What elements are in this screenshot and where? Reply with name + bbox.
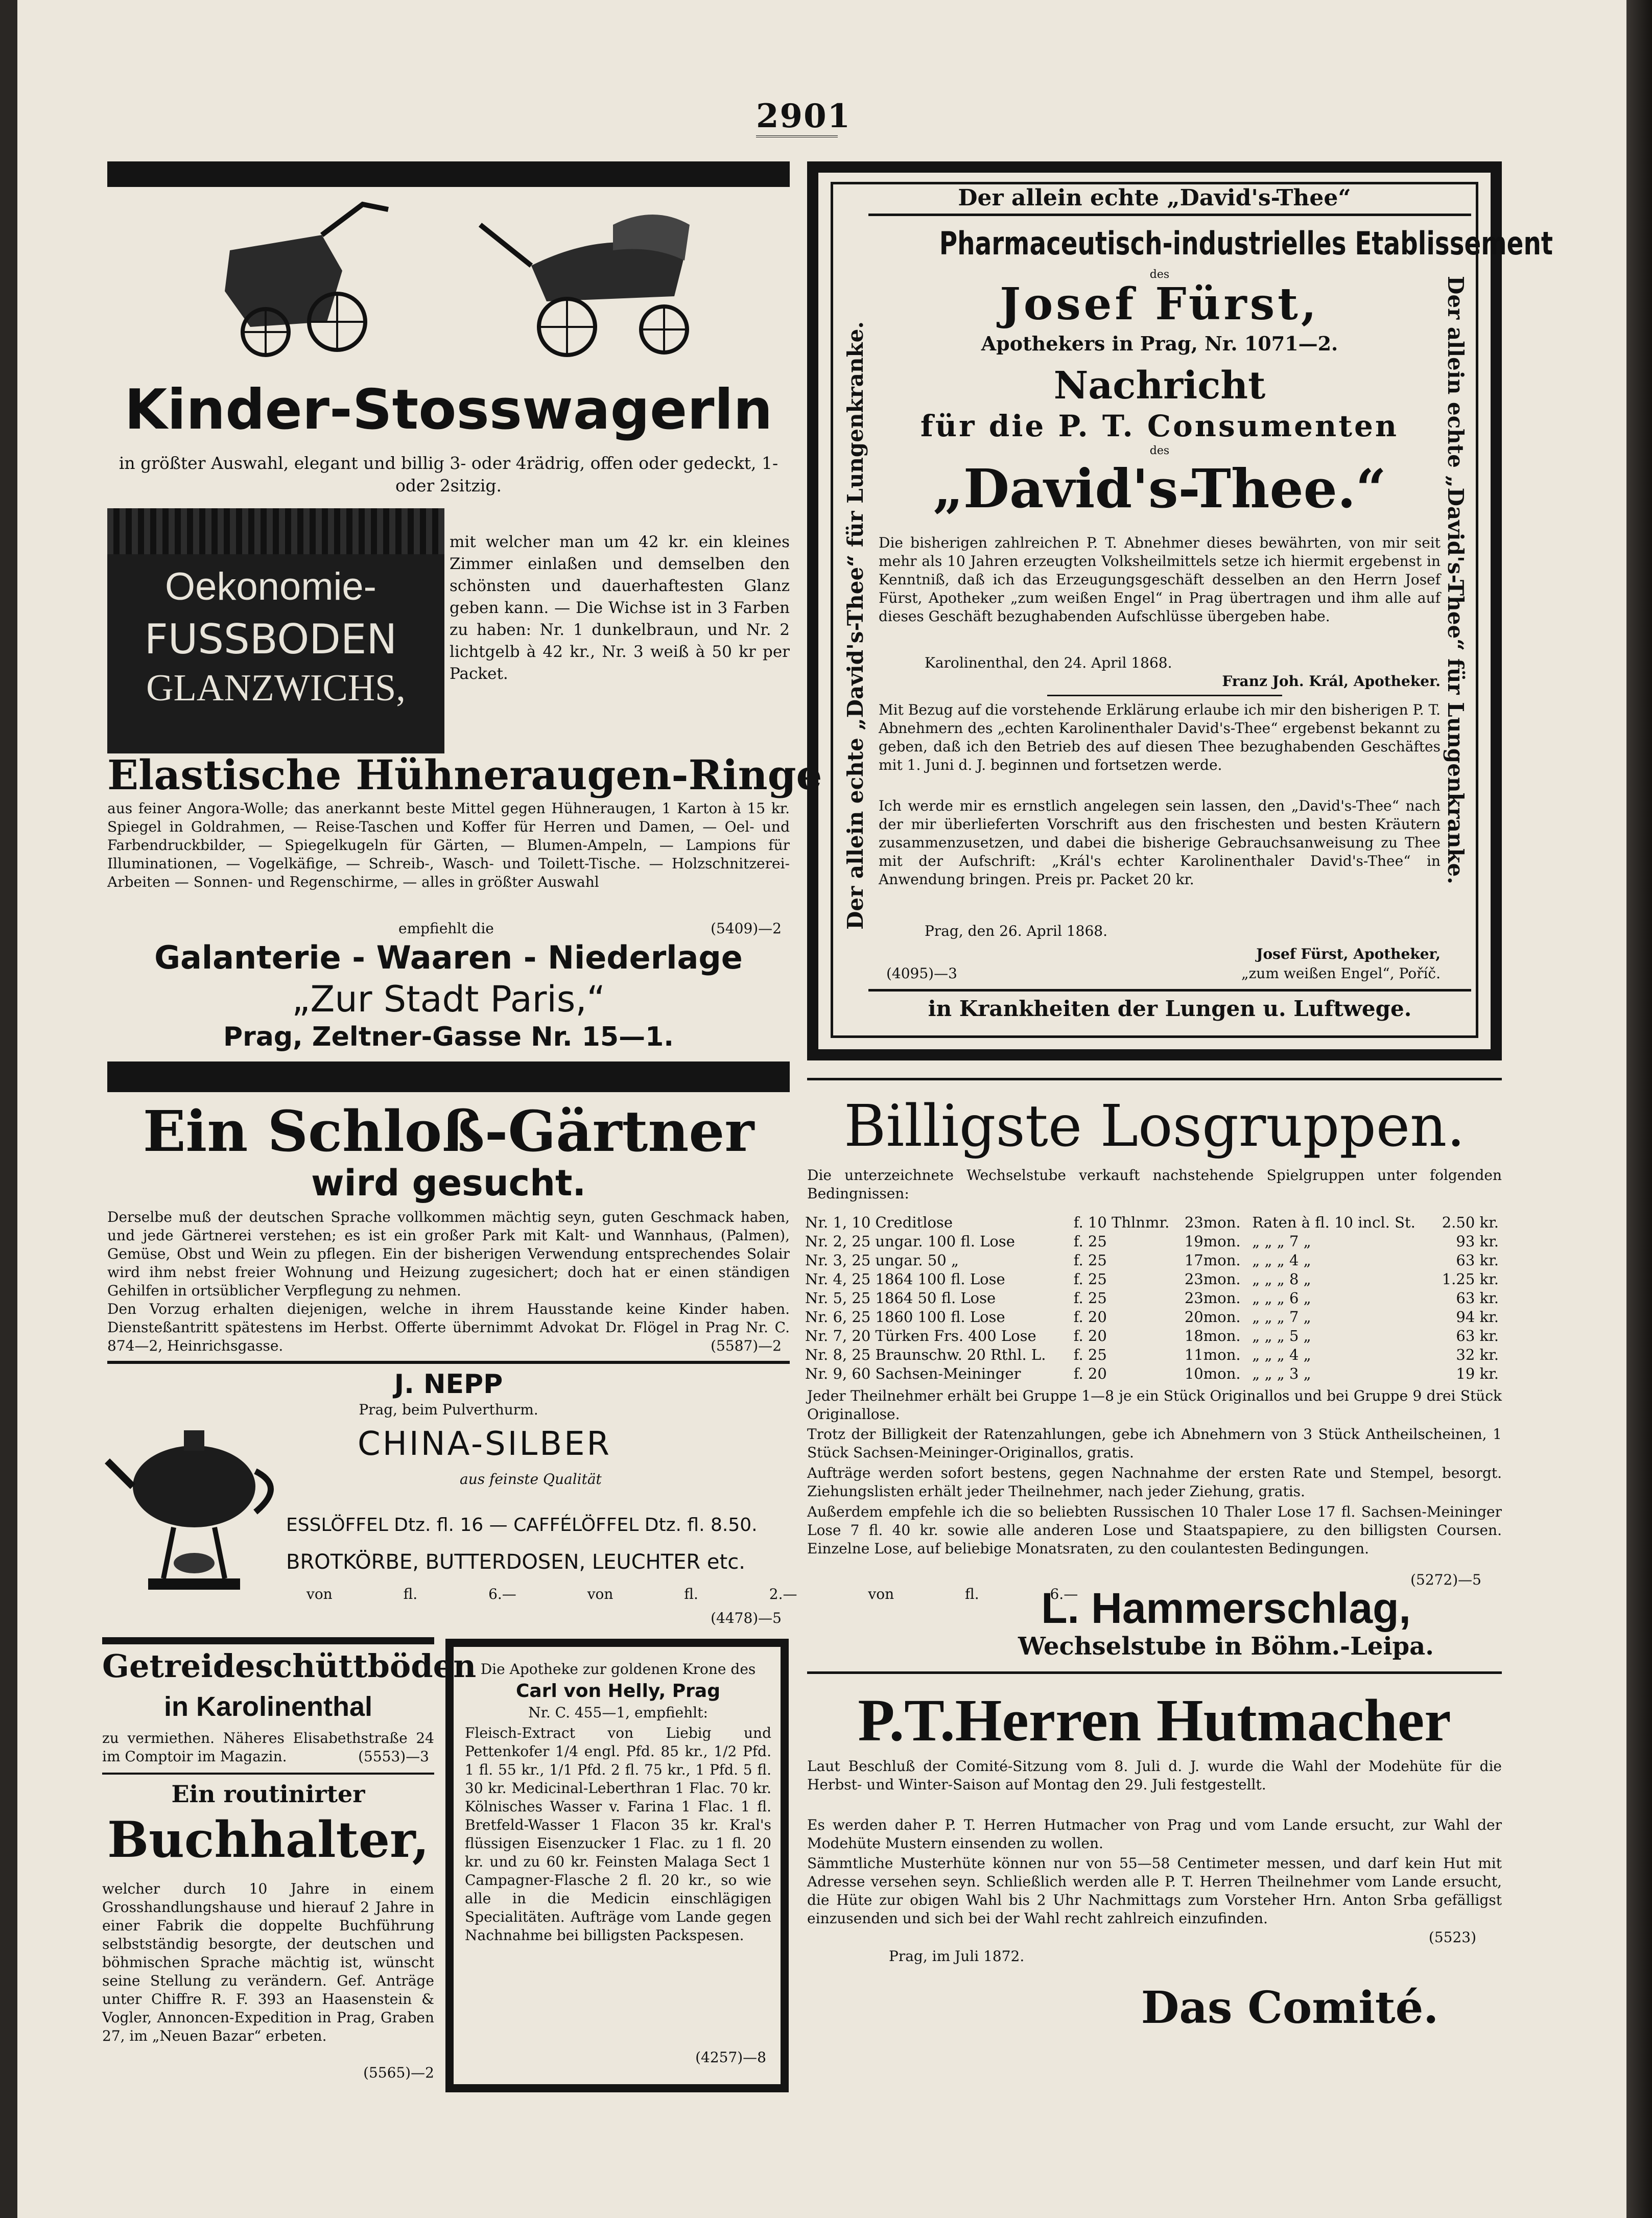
- davids-ref: (4095)—3: [886, 965, 957, 982]
- davids-sign-2b: „zum weißen Engel“, Poříč.: [1241, 965, 1441, 982]
- davids-owner: Josef Fürst,: [1000, 278, 1319, 330]
- ringe-title: Elastische Hühneraugen-Ringe: [107, 751, 822, 799]
- stadt-paris-address: Prag, Zeltner-Gasse Nr. 15—1.: [223, 1022, 674, 1052]
- davids-top-banner: Der allein echte „David's-Thee“: [958, 185, 1351, 211]
- apotheke-name: Carl von Helly, Prag: [515, 1681, 720, 1702]
- davids-owner-address: Apothekers in Prag, Nr. 1071—2.: [981, 332, 1338, 355]
- page-number: 2901: [756, 97, 838, 137]
- kinder-description: in größter Auswahl, elegant und billig 3- oder 4rädrig, offen oder gedeckt, 1- oder 2sitzig.: [119, 453, 778, 495]
- china-rule: [107, 1361, 790, 1364]
- losgruppen-ref: (5272)—5: [1410, 1571, 1481, 1588]
- losgruppen-cell: 32 kr.: [1456, 1346, 1499, 1363]
- page-edge-left: [0, 0, 17, 2218]
- apotheke-text: Fleisch-Extract von Liebig und Pettenkofer 1/4 engl. Pfd. 85 kr., 1/2 Pfd. 1 fl. 55 kr., 1/1 Pfd. 2 fl. 75 kr., 1 Pfd. 5 fl. 30 kr. Medicinal-Leberthran 1 Flac. 70 kr. Kölnisches Wasser v. Farina 1 Flac. 1 fl. Bretfeld-Wasser 1 Flacon 35 kr. Kral's flüssigen Eisenzucker 1 Flac. zu 1 fl. 20 kr. und zu 60 kr. Feinsten Malaga Sect 1 Campagner-Flasche 2 fl. 20 kr., so wie alle in die Medicin einschlägigen Specialitäten. Aufträge vom Lande gegen Nachnahme bei billigsten Packspesen.: [465, 1725, 771, 1944]
- buchhalter-title: Buchhalter,: [107, 1811, 430, 1869]
- losgruppen-text-3: Aufträge werden sofort bestens, gegen Nachnahme der ersten Rate und Stempel, besorgt. Ziehungslisten erhält jeder Theilnehmer, nach jeder Ziehung, gratis.: [807, 1465, 1502, 1500]
- losgruppen-cell: f. 25: [1073, 1252, 1107, 1269]
- losgruppen-cell: 11mon.: [1184, 1346, 1241, 1363]
- hutmacher-text-1: Laut Beschluß der Comité-Sitzung vom 8. Juli d. J. wurde die Wahl der Modehüte für die Herbst- und Winter-Saison auf Montag den 29. Juli festgestellt.: [807, 1758, 1502, 1793]
- hutmacher-text-2: Es werden daher P. T. Herren Hutmacher von Prag und vom Lande ersucht, zur Wahl der Modehüte Mustern einsenden zu wollen.: [807, 1816, 1502, 1852]
- davids-thee-heading: „David's-Thee.“: [933, 457, 1386, 520]
- davids-date-1: Karolinenthal, den 24. April 1868.: [925, 654, 1172, 671]
- buchhalter-text: welcher durch 10 Jahre in einem Grosshandlungshause und hierauf 2 Jahre in einer Fabrik die doppelte Buchführung selbstständig besorgte, der deutschen und böhmischen Sprache mächtig ist, wünscht seine Stellung zu verändern. Gef. Anträge unter Chiffre R. F. 393 an Haasenstein & Vogler, Annoncen-Expedition in Prag, Graben 27, im „Neuen Bazar“ erbeten.: [102, 1880, 434, 2044]
- hutmacher-title: P.T.Herren Hutmacher: [858, 1687, 1451, 1754]
- losgruppen-cell: f. 25: [1073, 1346, 1107, 1363]
- mid-left-rule: [107, 1061, 790, 1092]
- davids-sign-1: Franz Joh. Král, Apotheker.: [1222, 673, 1441, 690]
- kinder-title: Kinder-Stosswagerln: [124, 378, 773, 442]
- losgruppen-cell: 63 kr.: [1456, 1252, 1499, 1269]
- getreide-subtitle: in Karolinenthal: [163, 1691, 373, 1722]
- losgruppen-cell: 63 kr.: [1456, 1289, 1499, 1307]
- losgruppen-row: [802, 1346, 1502, 1364]
- losgruppen-cell: „ „ „ 8 „: [1252, 1270, 1311, 1288]
- losgruppen-rule: [807, 1078, 1502, 1080]
- hutmacher-date: Prag, im Juli 1872.: [889, 1948, 1025, 1965]
- losgruppen-row: [802, 1364, 1502, 1383]
- china-location: Prag, beim Pulverthurm.: [359, 1401, 538, 1418]
- china-line-1: ESSLÖFFEL Dtz. fl. 16 — CAFFÉLÖFFEL Dtz. fl. 8.50.: [286, 1515, 758, 1536]
- losgruppen-cell: f. 25: [1073, 1289, 1107, 1307]
- hammerschlag-firm: L. Hammerschlag,: [1041, 1584, 1411, 1632]
- losgruppen-cell: 17mon.: [1184, 1252, 1241, 1269]
- apotheke-ref: (4257)—8: [695, 2049, 766, 2066]
- losgruppen-row: [802, 1232, 1502, 1251]
- losgruppen-cell: f. 20: [1073, 1308, 1107, 1326]
- losgruppen-cell: Raten à fl. 10 incl. St.: [1252, 1214, 1415, 1231]
- losgruppen-cell: 23mon.: [1184, 1289, 1241, 1307]
- davids-right-vertical: Der allein echte „David's-Thee“ für Lungenkranke.: [1443, 276, 1468, 884]
- davids-bottom-banner: in Krankheiten der Lungen u. Luftwege.: [928, 996, 1412, 1021]
- ringe-text: aus feiner Angora-Wolle; das anerkannt beste Mittel gegen Hühneraugen, 1 Karton à 15 kr. Spiegel in Goldrahmen, — Reise-Taschen und Koffer für Herren und Damen, — Oel- und Farbendruckbilder, — Spiegelkugeln für Gärten, — Blumen-Ampeln, — Lampions für Illuminationen, — Vogelkäfige, — Schreib-, Wasch- und Toilett-Tische. — Holzschnitzerei-Arbeiten — Sonnen- und Regenschirme, — alles in größter Auswahl: [107, 800, 790, 890]
- china-line-3: von fl. 6.— von fl. 2.— von fl. 6.—: [306, 1586, 1078, 1602]
- losgruppen-title: Billigste Losgruppen.: [844, 1093, 1465, 1160]
- losgruppen-cell: „ „ „ 4 „: [1252, 1252, 1311, 1269]
- losgruppen-cell: „ „ „ 3 „: [1252, 1365, 1311, 1382]
- getreide-title: Getreideschüttböden: [102, 1647, 477, 1685]
- gaertner-ref: (5587)—2: [711, 1337, 782, 1354]
- davids-left-vertical: Der allein echte „David's-Thee“ für Lungenkranke.: [843, 321, 868, 930]
- buchhalter-rule: [102, 1773, 434, 1775]
- davids-des-1: des: [1149, 268, 1170, 281]
- apotheke-address: Nr. C. 455—1, empfiehlt:: [528, 1704, 708, 1721]
- page-edge-right: [1626, 0, 1652, 2218]
- losgruppen-text-4: Außerdem empfehle ich die so beliebten Russischen 10 Thaler Lose 17 fl. Sachsen-Meininger Lose 7 fl. 40 kr. sowie alle anderen Lose und Staatspapiere, zu den billigsten Coursen. Einzelne Lose, auf beliebige Monatsraten, zu den coulantesten Bedingungen.: [807, 1503, 1502, 1557]
- pram-image: [460, 194, 746, 363]
- china-firm: J. NEPP: [394, 1369, 503, 1400]
- stadt-paris: „Zur Stadt Paris,“: [292, 978, 605, 1020]
- wichs-text: mit welcher man um 42 kr. ein kleines Zimmer einlaßen und demselben den schönsten und dauerhaftesten Glanz geben kann. — Die Wichse ist in 3 Farben zu haben: Nr. 1 dunkelbraun, und Nr. 2 lichtgelb à 42 kr., Nr. 3 weiß à 50 kr per Packet.: [450, 533, 790, 683]
- davids-des-2: des: [1149, 444, 1170, 457]
- getreide-rule: [102, 1637, 434, 1644]
- losgruppen-row: [802, 1327, 1502, 1346]
- losgruppen-cell: „ „ „ 6 „: [1252, 1289, 1311, 1307]
- losgruppen-cell: f. 20: [1073, 1365, 1107, 1382]
- losgruppen-cell: Nr. 4, 25 1864 100 fl. Lose: [805, 1270, 1005, 1288]
- losgruppen-cell: 20mon.: [1184, 1308, 1241, 1326]
- davids-sign-2: Josef Fürst, Apotheker,: [1256, 946, 1441, 962]
- losgruppen-cell: 2.50 kr.: [1442, 1214, 1499, 1231]
- losgruppen-row: [802, 1251, 1502, 1270]
- losgruppen-cell: „ „ „ 7 „: [1252, 1308, 1311, 1326]
- losgruppen-row: [802, 1308, 1502, 1327]
- losgruppen-cell: 23mon.: [1184, 1270, 1241, 1288]
- box-line-3: GLANZWICHS,: [146, 667, 406, 709]
- losgruppen-cell: Nr. 5, 25 1864 50 fl. Lose: [805, 1289, 996, 1307]
- davids-text-3: Ich werde mir es ernstlich angelegen sein lassen, den „David's-Thee“ nach der mir überlieferten Vorschrift aus den frischesten und besten Kräutern zusammenzusetzen, und dabei die bisherige Gebrauchsanweisung zu Thee mit der Aufschrift: „Král's echter Karolinenthaler David's-Thee“ in Anwendung bringen. Preis pr. Packet 20 kr.: [879, 797, 1441, 888]
- box-line-1: Oekonomie-: [165, 565, 376, 608]
- hammerschlag-sub: Wechselstube in Böhm.-Leipa.: [1018, 1632, 1434, 1661]
- losgruppen-cell: „ „ „ 5 „: [1252, 1327, 1311, 1344]
- wichs-box-image: [107, 508, 444, 753]
- losgruppen-cell: 94 kr.: [1456, 1308, 1499, 1326]
- losgruppen-text-1: Jeder Theilnehmer erhält bei Gruppe 1—8 je ein Stück Originallos und bei Gruppe 9 drei Stück Originallose.: [807, 1387, 1502, 1423]
- getreide-text: zu vermiethen. Näheres Elisabethstraße 24 im Comptoir im Magazin.: [102, 1730, 434, 1765]
- losgruppen-cell: Nr. 9, 60 Sachsen-Meininger: [805, 1365, 1021, 1382]
- davids-date-2: Prag, den 26. April 1868.: [925, 923, 1107, 939]
- davids-bottom-rule: [868, 989, 1471, 992]
- losgruppen-cell: Nr. 3, 25 ungar. 50 „: [805, 1252, 959, 1269]
- gaertner-subtitle: wird gesucht.: [311, 1162, 586, 1204]
- losgruppen-cell: Nr. 2, 25 ungar. 100 fl. Lose: [805, 1233, 1015, 1250]
- ringe-ref: (5409)—2: [711, 920, 782, 937]
- losgruppen-cell: 93 kr.: [1456, 1233, 1499, 1250]
- losgruppen-cell: f. 25: [1073, 1233, 1107, 1250]
- losgruppen-cell: f. 25: [1073, 1270, 1107, 1288]
- losgruppen-cell: 23mon.: [1184, 1214, 1241, 1231]
- losgruppen-cell: Nr. 7, 20 Türken Frs. 400 Lose: [805, 1327, 1036, 1344]
- davids-nachricht: Nachricht: [1053, 364, 1266, 408]
- losgruppen-cell: 18mon.: [1184, 1327, 1241, 1344]
- losgruppen-cell: 63 kr.: [1456, 1327, 1499, 1344]
- hutmacher-sign: Das Comité.: [1141, 1982, 1439, 2034]
- losgruppen-intro: Die unterzeichnete Wechselstube verkauft nachstehende Spielgruppen unter folgenden Bedingnissen:: [807, 1167, 1502, 1202]
- losgruppen-cell: Nr. 6, 25 1860 100 fl. Lose: [805, 1308, 1005, 1326]
- losgruppen-cell: f. 20: [1073, 1327, 1107, 1344]
- hutmacher-ref: (5523): [1428, 1929, 1476, 1946]
- galanterie-heading: Galanterie - Waaren - Niederlage: [154, 939, 743, 976]
- davids-banner-rule: [868, 214, 1471, 216]
- top-left-rule: [107, 161, 790, 187]
- stroller-image: [194, 194, 409, 363]
- losgruppen-cell: Nr. 1, 10 Creditlose: [805, 1214, 953, 1231]
- losgruppen-cell: 19mon.: [1184, 1233, 1241, 1250]
- losgruppen-cell: f. 10 Thlnmr.: [1073, 1214, 1170, 1231]
- buchhalter-intro: Ein routinirter: [171, 1780, 365, 1808]
- davids-text-1: Die bisherigen zahlreichen P. T. Abnehmer dieses bewährten, von mir seit mehr als 10 Jahren erzeugten Volksheilmittels setze ich hiermit ergebenst in Kenntniß, daß ich das Erzeugungsgeschäft desselben an den Herrn Josef Fürst, Apotheker „zum weißen Engel“ in Prag übertragen und ihm alle auf dieses Geschäft bezughabenden Aufschlüsse übergeben habe.: [879, 534, 1441, 625]
- losgruppen-cell: Nr. 8, 25 Braunschw. 20 Rthl. L.: [805, 1346, 1046, 1363]
- losgruppen-cell: 10mon.: [1184, 1365, 1241, 1382]
- losgruppen-row: [802, 1270, 1502, 1289]
- gaertner-title: Ein Schloß-Gärtner: [143, 1098, 754, 1164]
- china-ref: (4478)—5: [711, 1610, 782, 1626]
- losgruppen-row: [802, 1289, 1502, 1308]
- davids-divider: [1047, 695, 1282, 696]
- teapot-image: [102, 1410, 286, 1604]
- davids-consumenten: für die P. T. Consumenten: [920, 409, 1399, 443]
- gaertner-text-1: Derselbe muß der deutschen Sprache vollkommen mächtig seyn, guten Geschmack haben, und jede Gärtnerei verstehen; es ist ein großer Park mit Kalt- und Wannhaus, (Palmen), Gemüse, Obst und Wein zu pflegen. Ein der bisherigen Verwendung entsprechendes Solair wird ihm nebst freier Wohnung und Heizung zugesichert; doch hat er einen ständigen Gehilfen in ortsüblicher Verpflegung zu nehmen.: [107, 1209, 790, 1299]
- china-line-2: BROTKÖRBE, BUTTERDOSEN, LEUCHTER etc.: [286, 1550, 745, 1574]
- losgruppen-text-2: Trotz der Billigkeit der Ratenzahlungen, gebe ich Abnehmern von 3 Stück Antheilscheinen, 1 Stück Sachsen-Meininger-Originallos, gratis.: [807, 1426, 1502, 1461]
- losgruppen-row: [802, 1213, 1502, 1232]
- losgruppen-table: [802, 1213, 1502, 1383]
- losgruppen-cell: „ „ „ 4 „: [1252, 1346, 1311, 1363]
- losgruppen-cell: „ „ „ 7 „: [1252, 1233, 1311, 1250]
- hutmacher-rule: [807, 1671, 1502, 1674]
- buchhalter-ref: (5565)—2: [363, 2064, 434, 2081]
- gaertner-text-2: Den Vorzug erhalten diejenigen, welche in ihrem Hausstande keine Kinder haben. Diensteßantritt spätestens im Herbst. Offerte übernimmt Advokat Dr. Flögel in Prag Nr. C. 874—2, Heinrichsgasse.: [107, 1301, 790, 1354]
- losgruppen-cell: 1.25 kr.: [1442, 1270, 1499, 1288]
- china-title: CHINA-SILBER: [358, 1425, 611, 1463]
- davids-establishment: Pharmaceutisch-industrielles Etablissement: [939, 225, 1553, 262]
- hutmacher-text-3: Sämmtliche Musterhüte können nur von 55—58 Centimeter messen, und darf kein Hut mit Adresse versehen seyn. Schließlich werden alle P. T. Herren Theilnehmer vom Lande ersucht, die Hüte zur obigen Wahl bis 2 Uhr Nachmittags zum Vorsteher Hrn. Anton Srba gefälligst einzusenden und sich bei der Wahl recht zahlreich einzufinden.: [807, 1855, 1502, 1927]
- davids-text-2: Mit Bezug auf die vorstehende Erklärung erlaube ich mir den bisherigen P. T. Abnehmern des „echten Karolinenthaler David's-Thee“ ergebenst bekannt zu geben, daß ich den Betrieb des auf diesen Thee bezughabenden Geschäftes mit 1. Juni d. J. beginnen und fortsetzen werde.: [879, 701, 1441, 773]
- apotheke-header: Die Apotheke zur goldenen Krone des: [480, 1661, 756, 1678]
- china-quality: aus feinste Qualität: [460, 1471, 602, 1488]
- box-line-2: FUSSBODEN: [144, 616, 397, 663]
- getreide-ref: (5553)—3: [358, 1748, 429, 1765]
- losgruppen-cell: 19 kr.: [1456, 1365, 1499, 1382]
- empfiehlt-die: empfiehlt die: [398, 920, 494, 937]
